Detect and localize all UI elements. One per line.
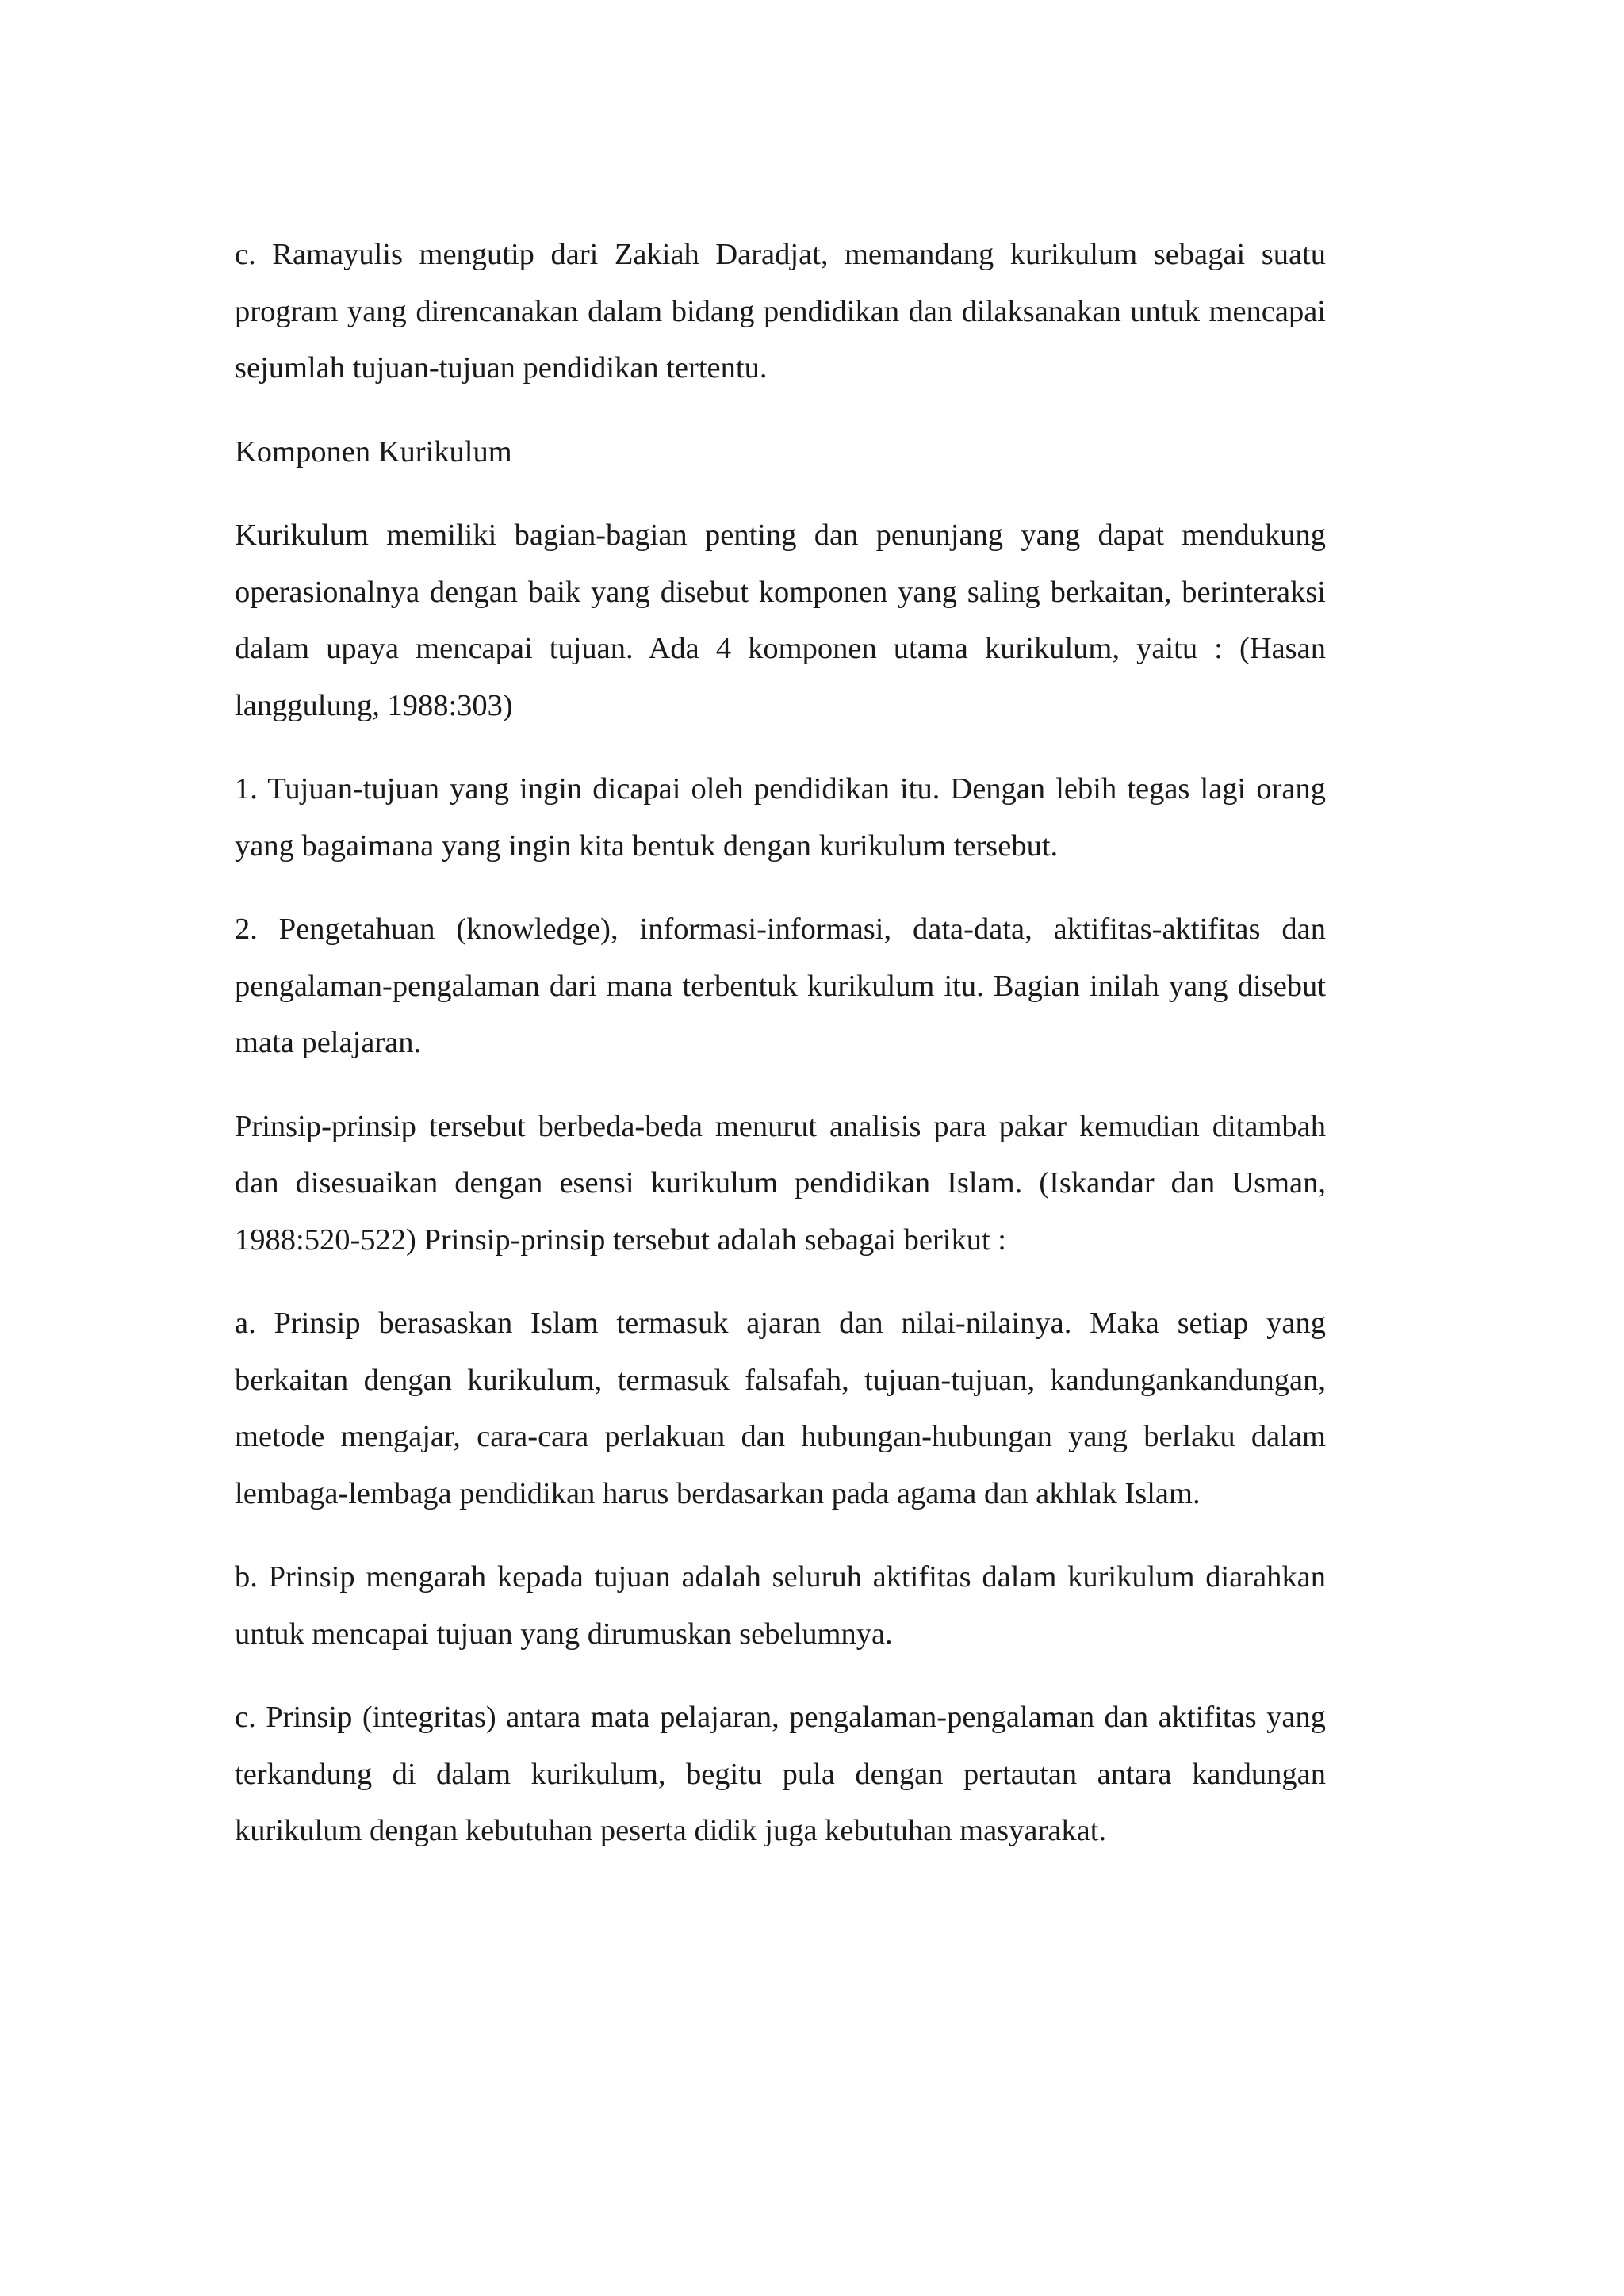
list-item-prinsip-b: b. Prinsip mengarah kepada tujuan adalah seluruh aktifitas dalam kurikulum diarahkan untuk mencapai tujuan yang dirumuskan sebelumnya.: [235, 1560, 1326, 1651]
list-item-prinsip-a: a. Prinsip berasaskan Islam termasuk ajaran dan nilai-nilainya. Maka setiap yang berkaitan dengan kurikulum, termasuk falsafah, tujuan-tujuan, kandungankandungan, metode mengajar, cara-cara perlakuan dan hubungan-hubungan yang berlaku dalam lembaga-lembaga pendidikan harus berdasarkan pada agama dan akhlak Islam.: [235, 1307, 1326, 1510]
section-heading-komponen-kurikulum: Komponen Kurikulum: [235, 434, 512, 469]
paragraph-definition-ramayulis: c. Ramayulis mengutip dari Zakiah Daradjat, memandang kurikulum sebagai suatu program yang direncanakan dalam bidang pendidikan dan dilaksanakan untuk mencapai sejumlah tujuan-tujuan pendidikan tertentu.: [235, 238, 1326, 385]
list-item-komponen-1: 1. Tujuan-tujuan yang ingin dicapai oleh pendidikan itu. Dengan lebih tegas lagi orang yang bagaimana yang ingin kita bentuk dengan kurikulum tersebut.: [235, 772, 1326, 863]
list-item-prinsip-c: c. Prinsip (integritas) antara mata pelajaran, pengalaman-pengalaman dan aktifitas yang terkandung di dalam kurikulum, begitu pula dengan pertautan antara kandungan kurikulum dengan kebutuhan peserta didik juga kebutuhan masyarakat.: [235, 1701, 1326, 1847]
list-item-komponen-2: 2. Pengetahuan (knowledge), informasi-informasi, data-data, aktifitas-aktifitas dan pengalaman-pengalaman dari mana terbentuk kurikulum itu. Bagian inilah yang disebut mata pelajaran.: [235, 913, 1326, 1059]
document-page: [235, 227, 1326, 1887]
paragraph-prinsip-intro: Prinsip-prinsip tersebut berbeda-beda menurut analisis para pakar kemudian ditambah dan disesuaikan dengan esensi kurikulum pendidikan Islam. (Iskandar dan Usman, 1988:520-522) Prinsip-prinsip tersebut adalah sebagai berikut :: [235, 1109, 1326, 1257]
paragraph-komponen-intro: Kurikulum memiliki bagian-bagian penting dan penunjang yang dapat mendukung operasionalnya dengan baik yang disebut komponen yang saling berkaitan, berinteraksi dalam upaya mencapai tujuan. Ada 4 komponen utama kurikulum, yaitu : (Hasan langgulung, 1988:303): [235, 519, 1326, 722]
